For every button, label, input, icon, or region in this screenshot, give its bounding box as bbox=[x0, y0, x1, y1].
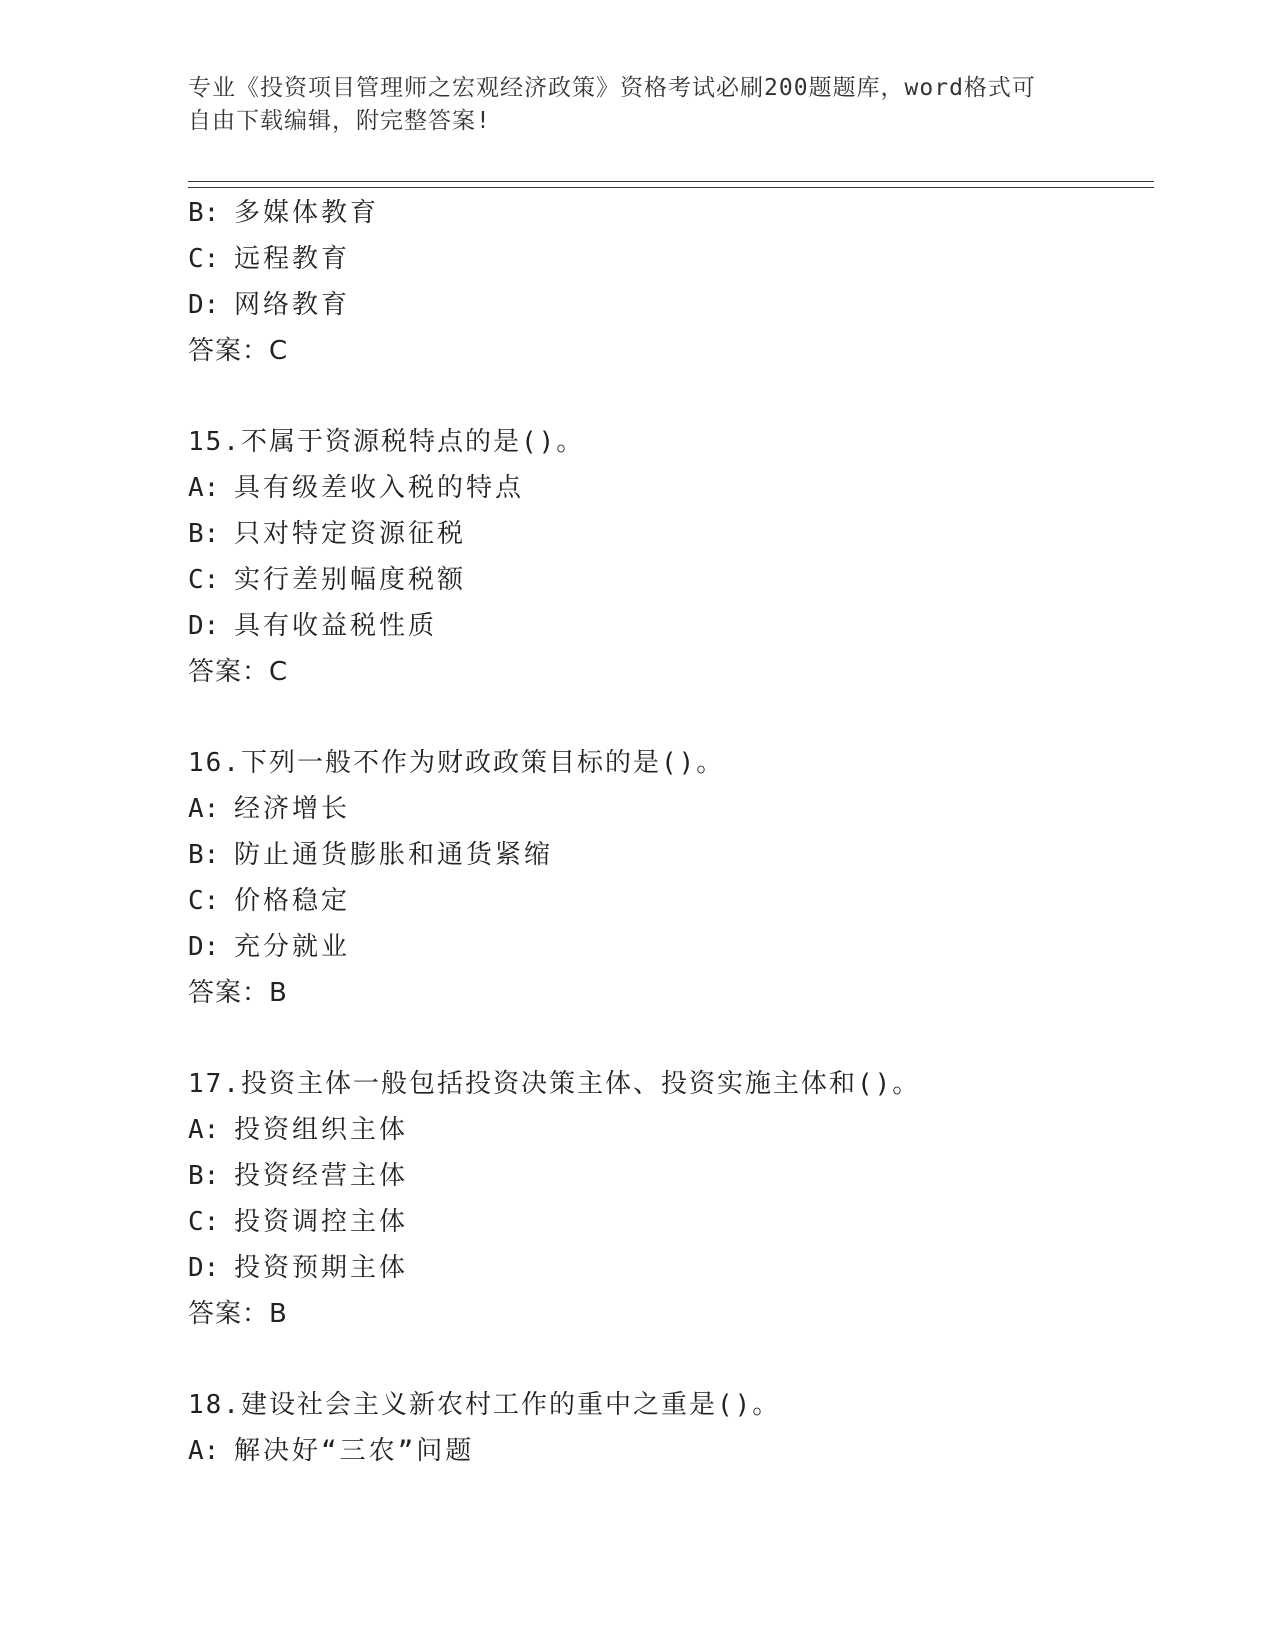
spacer bbox=[188, 1016, 1154, 1061]
question-list bbox=[188, 190, 1154, 1474]
option-b bbox=[188, 1153, 1154, 1199]
option-b bbox=[188, 511, 1154, 557]
option-text: 远程教育 bbox=[234, 244, 351, 274]
option-a bbox=[188, 1428, 1154, 1474]
option-letter: C: bbox=[188, 565, 220, 595]
option-text: 实行差别幅度税额 bbox=[234, 565, 467, 595]
question-stem: 17.投资主体一般包括投资决策主体、投资实施主体和()。 bbox=[188, 1069, 921, 1099]
option-letter: A: bbox=[188, 794, 220, 824]
option-d bbox=[188, 1245, 1154, 1291]
answer-line: 答案：C bbox=[188, 336, 289, 366]
option-text: 充分就业 bbox=[234, 932, 351, 962]
option-letter: C: bbox=[188, 244, 220, 274]
option-c bbox=[188, 557, 1154, 603]
question-stem: 18.建设社会主义新农村工作的重中之重是()。 bbox=[188, 1390, 781, 1420]
option-c bbox=[188, 1199, 1154, 1245]
question-block-16 bbox=[188, 740, 1154, 1016]
option-text: 具有收益税性质 bbox=[234, 611, 438, 641]
option-text: 投资经营主体 bbox=[234, 1161, 409, 1191]
spacer bbox=[188, 374, 1154, 419]
option-d bbox=[188, 603, 1154, 649]
option-letter: D: bbox=[188, 290, 220, 320]
option-text: 网络教育 bbox=[234, 290, 351, 320]
option-letter: C: bbox=[188, 886, 220, 916]
option-text: 只对特定资源征税 bbox=[234, 519, 467, 549]
option-text: 具有级差收入税的特点 bbox=[234, 473, 525, 503]
document-header bbox=[188, 72, 1068, 138]
option-letter: A: bbox=[188, 1436, 220, 1466]
option-d bbox=[188, 924, 1154, 970]
option-a bbox=[188, 465, 1154, 511]
option-a bbox=[188, 786, 1154, 832]
option-b bbox=[188, 832, 1154, 878]
option-text: 投资组织主体 bbox=[234, 1115, 409, 1145]
option-letter: C: bbox=[188, 1207, 220, 1237]
option-text: 投资调控主体 bbox=[234, 1207, 409, 1237]
option-letter: A: bbox=[188, 1115, 220, 1145]
option-letter: B: bbox=[188, 840, 220, 870]
option-letter: B: bbox=[188, 198, 220, 228]
answer-line: 答案：B bbox=[188, 978, 288, 1008]
option-a bbox=[188, 1107, 1154, 1153]
question-block-18 bbox=[188, 1382, 1154, 1474]
question-block-14-continued bbox=[188, 190, 1154, 374]
option-text: 价格稳定 bbox=[234, 886, 351, 916]
option-text: 多媒体教育 bbox=[234, 198, 380, 228]
spacer bbox=[188, 1337, 1154, 1382]
option-letter: B: bbox=[188, 1161, 220, 1191]
option-text: 解决好“三农”问题 bbox=[234, 1436, 475, 1466]
option-c bbox=[188, 878, 1154, 924]
option-text: 经济增长 bbox=[234, 794, 351, 824]
header-divider bbox=[188, 181, 1154, 188]
option-b bbox=[188, 190, 1154, 236]
option-letter: A: bbox=[188, 473, 220, 503]
header-line-2: 自由下载编辑，附完整答案! bbox=[188, 108, 491, 134]
question-block-15 bbox=[188, 419, 1154, 695]
option-text: 投资预期主体 bbox=[234, 1253, 409, 1283]
question-block-17 bbox=[188, 1061, 1154, 1337]
option-d bbox=[188, 282, 1154, 328]
option-letter: D: bbox=[188, 1253, 220, 1283]
header-line-1: 专业《投资项目管理师之宏观经济政策》资格考试必刷200题题库，word格式可 bbox=[188, 75, 1036, 101]
option-text: 防止通货膨胀和通货紧缩 bbox=[234, 840, 554, 870]
answer-line: 答案：C bbox=[188, 657, 289, 687]
answer-line: 答案：B bbox=[188, 1299, 288, 1329]
option-letter: B: bbox=[188, 519, 220, 549]
question-stem: 15.不属于资源税特点的是()。 bbox=[188, 427, 585, 457]
spacer bbox=[188, 695, 1154, 740]
option-c bbox=[188, 236, 1154, 282]
question-stem: 16.下列一般不作为财政政策目标的是()。 bbox=[188, 748, 725, 778]
option-letter: D: bbox=[188, 932, 220, 962]
option-letter: D: bbox=[188, 611, 220, 641]
